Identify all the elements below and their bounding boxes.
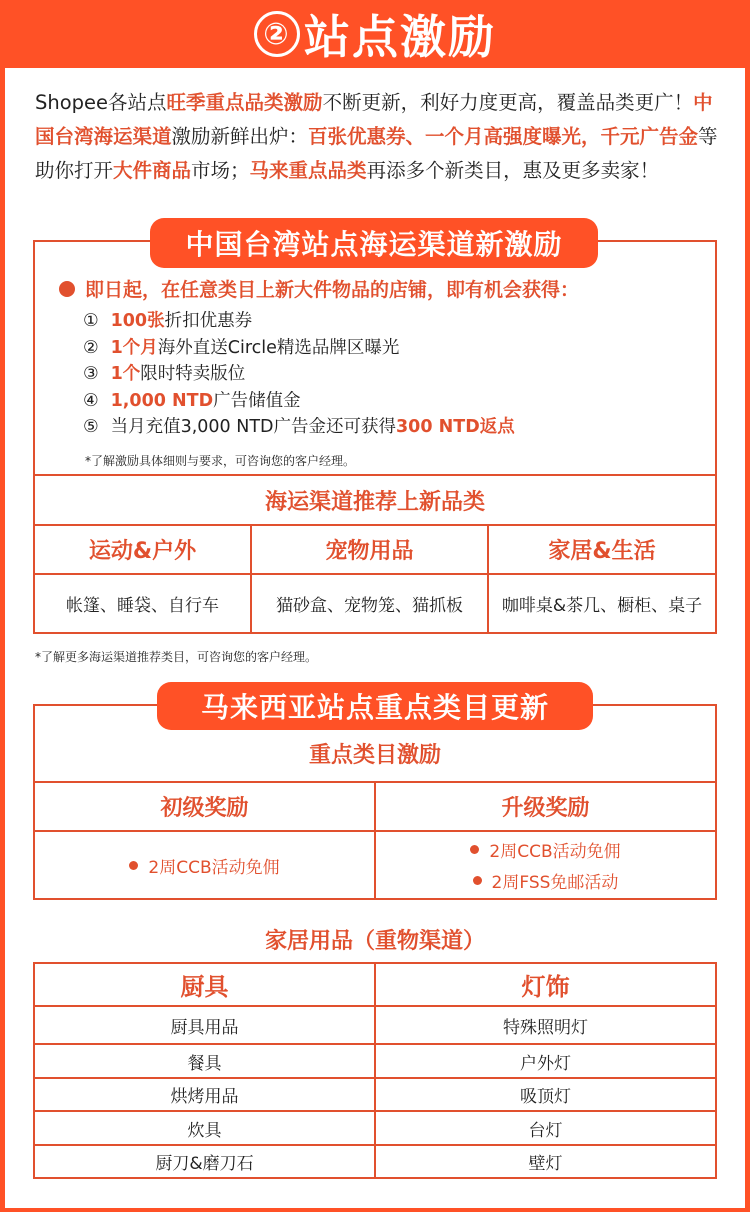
home-header-lighting: 灯饰 <box>375 963 716 1006</box>
intro-text: 不断更新，利好力度更高，覆盖品类更广！ <box>322 91 694 114</box>
bullet-dot-icon <box>473 876 482 885</box>
content-panel <box>5 68 745 1208</box>
reward-item: 2周CCB活动免佣 <box>376 837 715 862</box>
benefit-item: ② 1个月海外直送Circle精选品牌区曝光 <box>83 337 400 358</box>
reward-header-basic: 初级奖励 <box>34 782 375 831</box>
bullet-dot-icon <box>129 861 138 870</box>
malaysia-table-title: 重点类目激励 <box>308 743 441 768</box>
taiwan-lead: 即日起，在任意类目上新大件物品的店铺，即有机会获得： <box>59 275 579 302</box>
intro-paragraph <box>35 86 725 188</box>
taiwan-benefit-list <box>83 308 515 441</box>
section-title-text: 站点激励 <box>304 10 496 64</box>
table-cell: 餐具 <box>34 1044 375 1078</box>
taiwan-footnote: *了解更多海运渠道推荐类目，可咨询您的客户经理。 <box>35 650 318 664</box>
basic-reward-cell <box>34 831 375 899</box>
category-header: 运动&户外 <box>34 525 251 574</box>
section-title <box>0 0 750 68</box>
intro-text: 再添多个新类目，惠及更多卖家！ <box>366 159 660 182</box>
section-number: ② <box>254 11 300 57</box>
bullet-dot-icon <box>470 845 479 854</box>
home-header-kitchen: 厨具 <box>34 963 375 1006</box>
home-goods-title: 家居用品（重物渠道） <box>264 929 485 954</box>
intro-highlight: 马来重点品类 <box>249 159 367 182</box>
home-goods-table <box>33 962 717 1179</box>
reward-item: 2周FSS免邮活动 <box>376 868 715 893</box>
benefit-item: ④ 1,000 NTD广告储值金 <box>83 390 301 411</box>
intro-text: 等助你打开 <box>35 125 718 182</box>
taiwan-pill-title: 中国台湾站点海运渠道新激励 <box>150 218 598 268</box>
reward-header-upgrade: 升级奖励 <box>375 782 716 831</box>
intro-highlight: 大件商品 <box>113 159 192 182</box>
taiwan-note: *了解激励具体细则与要求，可咨询您的客户经理。 <box>85 454 356 468</box>
upgrade-reward-cell <box>375 831 716 899</box>
intro-text: 市场； <box>191 159 250 182</box>
table-cell: 特殊照明灯 <box>375 1006 716 1044</box>
category-header: 宠物用品 <box>251 525 488 574</box>
malaysia-pill-title: 马来西亚站点重点类目更新 <box>157 682 593 730</box>
intro-highlight: 百张优惠券、一个月高强度曝光，千元广告金 <box>308 125 699 148</box>
benefit-item: ③ 1个限时特卖版位 <box>83 364 246 384</box>
table-cell: 厨具用品 <box>34 1006 375 1044</box>
table-cell: 厨刀&磨刀石 <box>34 1145 375 1178</box>
category-value: 帐篷、睡袋、自行车 <box>34 574 251 633</box>
malaysia-reward-table <box>33 781 717 900</box>
table-cell: 壁灯 <box>375 1145 716 1178</box>
table-cell: 炊具 <box>34 1111 375 1145</box>
table-cell: 户外灯 <box>375 1044 716 1078</box>
bullet-dot-icon <box>59 281 75 297</box>
table-title: 海运渠道推荐上新品类 <box>34 475 716 525</box>
table-cell: 台灯 <box>375 1111 716 1145</box>
category-value: 咖啡桌&茶几、橱柜、桌子 <box>488 574 716 633</box>
benefit-item: ⑤ 当月充值3,000 NTD广告金还可获得300 NTD返点 <box>83 417 515 437</box>
intro-highlight: 中国台湾海运渠道 <box>35 91 713 148</box>
intro-highlight: 旺季重点品类激励 <box>166 91 323 114</box>
taiwan-category-table <box>33 474 717 634</box>
category-header: 家居&生活 <box>488 525 716 574</box>
intro-text: Shopee各站点 <box>35 91 167 114</box>
table-cell: 烘烤用品 <box>34 1078 375 1111</box>
intro-text: 激励新鲜出炉： <box>171 125 309 148</box>
category-value: 猫砂盒、宠物笼、猫抓板 <box>251 574 488 633</box>
table-cell: 吸顶灯 <box>375 1078 716 1111</box>
reward-item: 2周CCB活动免佣 <box>35 853 374 878</box>
benefit-item: ① 100张折扣优惠券 <box>83 311 253 331</box>
